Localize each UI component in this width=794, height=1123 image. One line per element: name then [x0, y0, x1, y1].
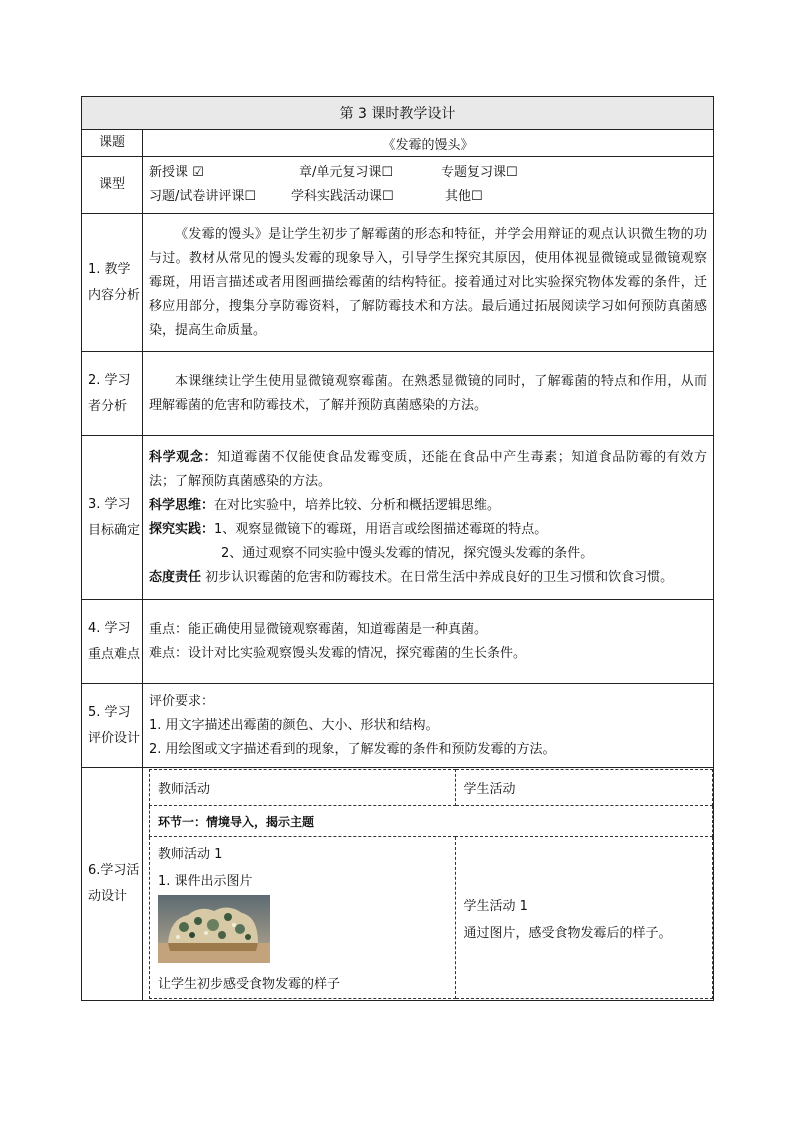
- teacher-activity-header: 教师活动: [150, 770, 456, 806]
- evaluation-heading: 评价要求：: [149, 693, 215, 709]
- type-unit-review: 章/单元复习课☐: [299, 165, 394, 180]
- evaluation-label: 5. 学习评价设计: [82, 684, 143, 768]
- evaluation-content: [143, 684, 714, 768]
- difficult-point: 难点：设计对比实验观察馒头发霉的情况，探究霉菌的生长条件。: [149, 645, 527, 661]
- learner-analysis-label: 2. 学习者分析: [82, 352, 143, 436]
- type-practice-activity: 学科实践活动课☐: [291, 189, 394, 204]
- type-topic-review: 专题复习课☐: [441, 165, 518, 180]
- student-activity-1-text: 通过图片，感受食物发霉后的样子。: [463, 925, 672, 941]
- goal-concept: [149, 446, 707, 494]
- goal-practice-label: 探究实践：: [149, 521, 215, 537]
- goal-practice: [149, 518, 707, 542]
- type-other: 其他☐: [445, 189, 483, 204]
- goal-thinking: [149, 494, 707, 518]
- student-activity-1-title: 学生活动 1: [463, 898, 528, 914]
- lesson-plan-table: [81, 96, 714, 1001]
- goal-concept-text: 知道霉菌不仅能使食品发霉变质，还能在食品中产生毒素；知道食品防霉的有效方法；了解预防真菌感染的方法。: [149, 449, 707, 489]
- lesson-label: 课题: [82, 130, 143, 157]
- goal-attitude: [149, 566, 707, 590]
- evaluation-item-2: 2. 用绘图或文字描述看到的现象，了解发霉的条件和预防发霉的方法。: [149, 741, 556, 757]
- course-type-label: 课型: [82, 157, 143, 214]
- type-new-lesson: 新授课 ☑: [149, 165, 204, 180]
- goal-attitude-text: 初步认识霉菌的危害和防霉技术。在日常生活中养成良好的卫生习惯和饮食习惯。: [205, 569, 674, 585]
- activities-table: [149, 769, 713, 999]
- lesson-title: 《发霉的馒头》: [143, 130, 714, 157]
- page-title: 第 3 课时教学设计: [82, 97, 714, 130]
- goal-thinking-text: 在对比实验中，培养比较、分析和概括逻辑思维。: [214, 497, 501, 513]
- moldy-bread-image: [158, 895, 270, 963]
- learner-analysis-text: 本课继续让学生使用显微镜观察霉菌。在熟悉显微镜的同时，了解霉菌的特点和作用，从而理解霉菌的危害和防霉技术，了解并预防真菌感染的方法。: [143, 352, 714, 436]
- type-exercise-review: 习题/试卷讲评课☐: [149, 189, 257, 204]
- content-analysis-text: 《发霉的馒头》是让学生初步了解霉菌的形态和特征，并学会用辩证的观点认识微生物的功与过。教材从常见的馒头发霉的现象导入，引导学生探究其原因，使用体视显微镜或显微镜观察霉斑，用语言描述或者用图画描绘霉菌的结构特征。接着通过对比实验探究物体发霉的条件，迁移应用部分，搜集分享防霉资料，了解防霉技术和方法。最后通过拓展阅读学习如何预防真菌感染，提高生命质量。: [143, 214, 714, 352]
- student-activity-header: 学生活动: [455, 770, 712, 806]
- goal-attitude-label: 态度责任: [149, 569, 202, 585]
- key-points-label: 4. 学习重点难点: [82, 600, 143, 684]
- activities-label: 6.学习活动设计: [82, 768, 143, 1001]
- evaluation-item-1: 1. 用文字描述出霉菌的颜色、大小、形状和结构。: [149, 717, 439, 733]
- section-1-title: 环节一：情境导入，揭示主题: [150, 806, 713, 837]
- student-activity-1: [455, 837, 712, 999]
- key-points-content: [143, 600, 714, 684]
- key-point: 重点：能正确使用显微镜观察霉菌，知道霉菌是一种真菌。: [149, 621, 488, 637]
- goal-practice-2: 2、通过观察不同实验中馒头发霉的情况，探究馒头发霉的条件。: [221, 545, 594, 561]
- course-type-options: [143, 157, 714, 214]
- goal-concept-label: 科学观念：: [149, 449, 218, 465]
- content-analysis-label: 1. 教学内容分析: [82, 214, 143, 352]
- teacher-activity-1: [150, 837, 456, 999]
- goal-practice-text1: 1、观察显微镜下的霉斑，用语言或绘图描述霉斑的特点。: [214, 521, 548, 537]
- teacher-activity-1-note: 让学生初步感受食物发霉的样子: [158, 977, 341, 992]
- goal-thinking-label: 科学思维：: [149, 497, 215, 513]
- goals-content: [143, 436, 714, 600]
- goals-label: 3. 学习目标确定: [82, 436, 143, 600]
- lesson-plan: [81, 96, 713, 1001]
- teacher-activity-1-step: 1. 课件出示图片: [158, 874, 253, 889]
- teacher-activity-1-title: 教师活动 1: [158, 847, 223, 862]
- activities-content: [143, 768, 714, 1001]
